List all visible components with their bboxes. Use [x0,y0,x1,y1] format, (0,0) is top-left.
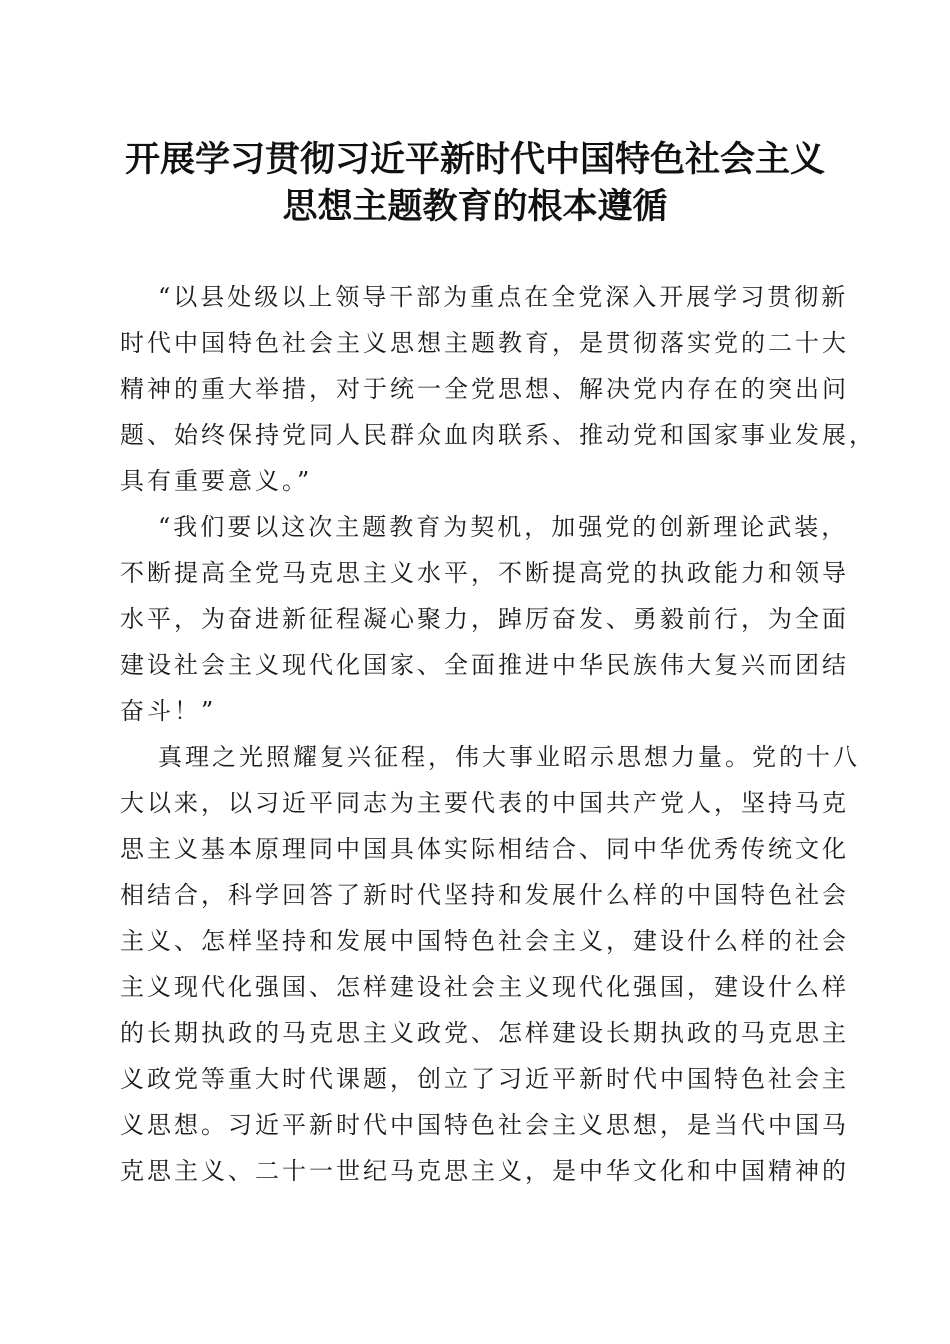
title-line-1: 开展学习贯彻习近平新时代中国特色社会主义 [124,139,825,180]
paragraph-line: “以县处级以上领导干部为重点在全党深入开展学习贯彻新 [158,283,849,311]
paragraph-line: 题、始终保持党同人民群众血肉联系、推动党和国家事业发展， [120,421,876,449]
paragraph-line: 义思想。习近平新时代中国特色社会主义思想，是当代中国马 [120,1111,849,1139]
paragraph-line: 精神的重大举措，对于统一全党思想、解决党内存在的突出问 [120,375,849,403]
paragraph-line: 水平，为奋进新征程凝心聚力，踔厉奋发、勇毅前行，为全面 [120,605,849,633]
paragraph-line: 义政党等重大时代课题，创立了习近平新时代中国特色社会主 [120,1065,849,1093]
paragraph-line: 不断提高全党马克思主义水平，不断提高党的执政能力和领导 [120,559,849,587]
paragraph-line: 时代中国特色社会主义思想主题教育，是贯彻落实党的二十大 [120,329,849,357]
paragraph-line: 相结合，科学回答了新时代坚持和发展什么样的中国特色社会 [120,881,849,909]
paragraph-line: 主义现代化强国、怎样建设社会主义现代化强国，建设什么样 [120,973,849,1001]
paragraph-line: 的长期执政的马克思主义政党、怎样建设长期执政的马克思主 [120,1019,849,1047]
document-body [120,274,876,1194]
document-title [100,136,850,230]
paragraph-line: 克思主义、二十一世纪马克思主义，是中华文化和中国精神的 [120,1157,849,1185]
paragraph-line: 真理之光照耀复兴征程，伟大事业昭示思想力量。党的十八 [158,743,860,771]
paragraph-line: “我们要以这次主题教育为契机，加强党的创新理论武装， [158,513,849,541]
paragraph-line: 大以来，以习近平同志为主要代表的中国共产党人，坚持马克 [120,789,849,817]
paragraph-1 [120,274,876,504]
title-line-2: 思想主题教育的根本遵循 [282,186,668,227]
paragraph-3 [120,734,860,1194]
paragraph-line: 奋斗！” [120,697,217,725]
paragraph-2 [120,504,849,734]
paragraph-line: 建设社会主义现代化国家、全面推进中华民族伟大复兴而团结 [120,651,849,679]
paragraph-line: 主义、怎样坚持和发展中国特色社会主义，建设什么样的社会 [120,927,849,955]
paragraph-line: 思主义基本原理同中国具体实际相结合、同中华优秀传统文化 [120,835,849,863]
paragraph-line: 具有重要意义。” [120,467,313,495]
